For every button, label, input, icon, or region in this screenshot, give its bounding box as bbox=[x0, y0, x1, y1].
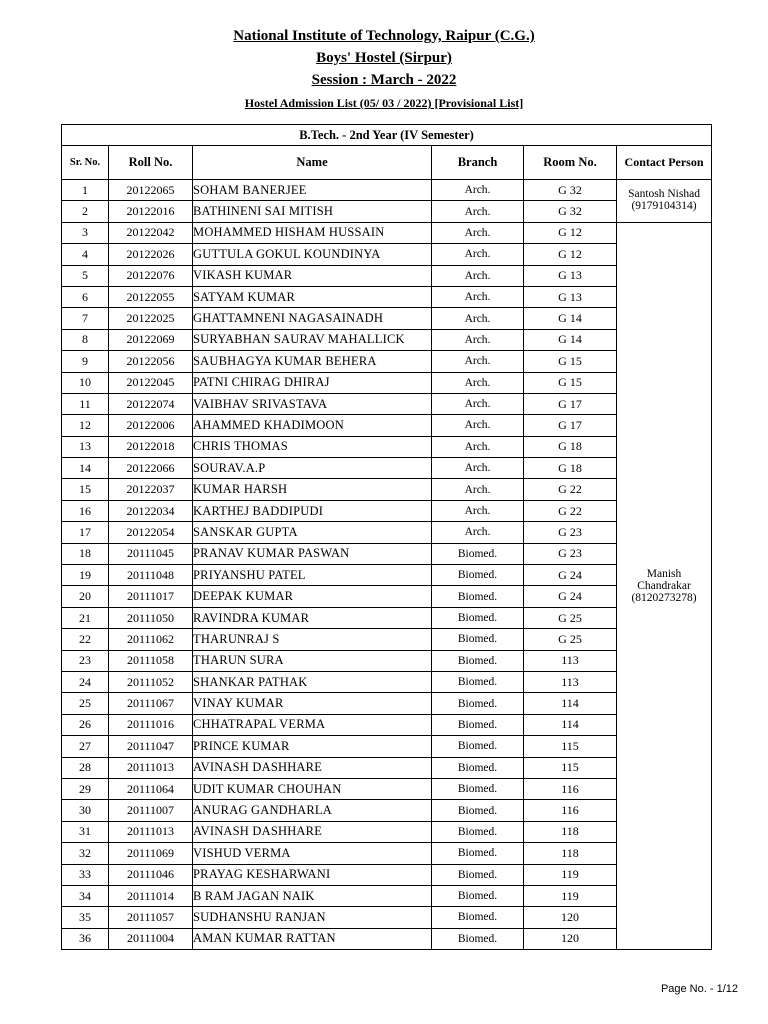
branch-cell: Biomed. bbox=[432, 736, 524, 757]
sr-cell: 34 bbox=[62, 885, 109, 906]
name-cell: PRINCE KUMAR bbox=[193, 736, 432, 757]
contact-phone: (9179104314) bbox=[631, 200, 697, 212]
table-row bbox=[62, 436, 712, 457]
name-cell: B RAM JAGAN NAIK bbox=[193, 885, 432, 906]
room-cell: 113 bbox=[524, 671, 617, 692]
roll-cell: 20122006 bbox=[109, 415, 193, 436]
table-row bbox=[62, 843, 712, 864]
sr-cell: 8 bbox=[62, 329, 109, 350]
branch-cell: Arch. bbox=[432, 372, 524, 393]
sr-cell: 18 bbox=[62, 543, 109, 564]
roll-cell: 20111050 bbox=[109, 607, 193, 628]
branch-cell: Biomed. bbox=[432, 843, 524, 864]
branch-cell: Biomed. bbox=[432, 800, 524, 821]
branch-cell: Biomed. bbox=[432, 565, 524, 586]
room-cell: 115 bbox=[524, 757, 617, 778]
table-row bbox=[62, 180, 712, 201]
room-cell: G 24 bbox=[524, 565, 617, 586]
branch-cell: Biomed. bbox=[432, 714, 524, 735]
name-cell: CHHATRAPAL VERMA bbox=[193, 714, 432, 735]
table-row bbox=[62, 479, 712, 500]
branch-cell: Biomed. bbox=[432, 907, 524, 928]
sr-cell: 24 bbox=[62, 671, 109, 692]
col-header-roll: Roll No. bbox=[109, 146, 193, 180]
col-header-sr: Sr. No. bbox=[62, 146, 109, 180]
sr-cell: 10 bbox=[62, 372, 109, 393]
room-cell: G 17 bbox=[524, 393, 617, 414]
table-row bbox=[62, 736, 712, 757]
table-row bbox=[62, 928, 712, 949]
sr-cell: 31 bbox=[62, 821, 109, 842]
contact-person-cell bbox=[617, 180, 712, 223]
sr-cell: 25 bbox=[62, 693, 109, 714]
list-title: Hostel Admission List (05/ 03 / 2022) [Provisional List] bbox=[244, 96, 524, 110]
room-cell: G 15 bbox=[524, 372, 617, 393]
branch-cell: Biomed. bbox=[432, 928, 524, 949]
name-cell: AVINASH DASHHARE bbox=[193, 757, 432, 778]
roll-cell: 20122076 bbox=[109, 265, 193, 286]
name-cell: DEEPAK KUMAR bbox=[193, 586, 432, 607]
roll-cell: 20122026 bbox=[109, 244, 193, 265]
roll-cell: 20111014 bbox=[109, 885, 193, 906]
roll-cell: 20122025 bbox=[109, 308, 193, 329]
room-cell: G 18 bbox=[524, 436, 617, 457]
name-cell: THARUNRAJ S bbox=[193, 629, 432, 650]
branch-cell: Arch. bbox=[432, 286, 524, 307]
roll-cell: 20122016 bbox=[109, 201, 193, 222]
roll-cell: 20111069 bbox=[109, 843, 193, 864]
table-row bbox=[62, 757, 712, 778]
contact-name: Manish bbox=[646, 567, 682, 580]
roll-cell: 20122056 bbox=[109, 351, 193, 372]
name-cell: PRAYAG KESHARWANI bbox=[193, 864, 432, 885]
roll-cell: 20122034 bbox=[109, 500, 193, 521]
room-cell: 119 bbox=[524, 885, 617, 906]
name-cell: KARTHEJ BADDIPUDI bbox=[193, 500, 432, 521]
roll-cell: 20111048 bbox=[109, 565, 193, 586]
sr-cell: 28 bbox=[62, 757, 109, 778]
roll-cell: 20111013 bbox=[109, 757, 193, 778]
branch-cell: Arch. bbox=[432, 222, 524, 243]
sr-cell: 22 bbox=[62, 629, 109, 650]
page-number: Page No. - 1/12 bbox=[660, 983, 738, 995]
name-cell: RAVINDRA KUMAR bbox=[193, 607, 432, 628]
table-row bbox=[62, 821, 712, 842]
name-cell: SAUBHAGYA KUMAR BEHERA bbox=[193, 351, 432, 372]
name-cell: SOURAV.A.P bbox=[193, 458, 432, 479]
roll-cell: 20122054 bbox=[109, 522, 193, 543]
name-cell: MOHAMMED HISHAM HUSSAIN bbox=[193, 222, 432, 243]
room-cell: G 17 bbox=[524, 415, 617, 436]
room-cell: G 25 bbox=[524, 629, 617, 650]
branch-cell: Arch. bbox=[432, 329, 524, 350]
table-row bbox=[62, 885, 712, 906]
table-body bbox=[62, 180, 712, 950]
roll-cell: 20122069 bbox=[109, 329, 193, 350]
room-cell: G 12 bbox=[524, 244, 617, 265]
branch-cell: Biomed. bbox=[432, 821, 524, 842]
sr-cell: 20 bbox=[62, 586, 109, 607]
roll-cell: 20122045 bbox=[109, 372, 193, 393]
room-cell: 115 bbox=[524, 736, 617, 757]
roll-cell: 20111046 bbox=[109, 864, 193, 885]
roll-cell: 20122055 bbox=[109, 286, 193, 307]
table-row bbox=[62, 629, 712, 650]
sr-cell: 1 bbox=[62, 180, 109, 201]
name-cell: SURYABHAN SAURAV MAHALLICK bbox=[193, 329, 432, 350]
branch-cell: Arch. bbox=[432, 180, 524, 201]
branch-cell: Arch. bbox=[432, 351, 524, 372]
room-cell: G 24 bbox=[524, 586, 617, 607]
section-title: B.Tech. - 2nd Year (IV Semester) bbox=[62, 125, 712, 146]
table-row bbox=[62, 522, 712, 543]
table-row bbox=[62, 393, 712, 414]
name-cell: PATNI CHIRAG DHIRAJ bbox=[193, 372, 432, 393]
branch-cell: Arch. bbox=[432, 458, 524, 479]
roll-cell: 20111007 bbox=[109, 800, 193, 821]
table-row bbox=[62, 650, 712, 671]
room-cell: G 23 bbox=[524, 543, 617, 564]
table-row bbox=[62, 372, 712, 393]
roll-cell: 20122037 bbox=[109, 479, 193, 500]
contact-name: Santosh Nishad bbox=[628, 188, 700, 200]
branch-cell: Arch. bbox=[432, 393, 524, 414]
table-row bbox=[62, 543, 712, 564]
session-title: Session : March - 2022 bbox=[311, 72, 457, 88]
sr-cell: 33 bbox=[62, 864, 109, 885]
col-header-branch: Branch bbox=[432, 146, 524, 180]
table-row bbox=[62, 586, 712, 607]
branch-cell: Arch. bbox=[432, 244, 524, 265]
sr-cell: 23 bbox=[62, 650, 109, 671]
roll-cell: 20111045 bbox=[109, 543, 193, 564]
branch-cell: Arch. bbox=[432, 479, 524, 500]
sr-cell: 2 bbox=[62, 201, 109, 222]
branch-cell: Arch. bbox=[432, 201, 524, 222]
roll-cell: 20122065 bbox=[109, 180, 193, 201]
roll-cell: 20111052 bbox=[109, 671, 193, 692]
roll-cell: 20111062 bbox=[109, 629, 193, 650]
table-row bbox=[62, 329, 712, 350]
name-cell: VIKASH KUMAR bbox=[193, 265, 432, 286]
branch-cell: Arch. bbox=[432, 265, 524, 286]
sr-cell: 13 bbox=[62, 436, 109, 457]
sr-cell: 16 bbox=[62, 500, 109, 521]
table-row bbox=[62, 907, 712, 928]
branch-cell: Biomed. bbox=[432, 543, 524, 564]
contact-name: Chandrakar bbox=[637, 579, 691, 592]
room-cell: 119 bbox=[524, 864, 617, 885]
name-cell: THARUN SURA bbox=[193, 650, 432, 671]
table-row bbox=[62, 778, 712, 799]
room-cell: G 15 bbox=[524, 351, 617, 372]
name-cell: VINAY KUMAR bbox=[193, 693, 432, 714]
room-cell: G 14 bbox=[524, 308, 617, 329]
name-cell: SATYAM KUMAR bbox=[193, 286, 432, 307]
table-row bbox=[62, 671, 712, 692]
sr-cell: 4 bbox=[62, 244, 109, 265]
table-row bbox=[62, 244, 712, 265]
branch-cell: Arch. bbox=[432, 436, 524, 457]
name-cell: GUTTULA GOKUL KOUNDINYA bbox=[193, 244, 432, 265]
table-row bbox=[62, 222, 712, 243]
room-cell: G 23 bbox=[524, 522, 617, 543]
name-cell: KUMAR HARSH bbox=[193, 479, 432, 500]
branch-cell: Biomed. bbox=[432, 586, 524, 607]
name-cell: AHAMMED KHADIMOON bbox=[193, 415, 432, 436]
name-cell: BATHINENI SAI MITISH bbox=[193, 201, 432, 222]
table-row bbox=[62, 693, 712, 714]
roll-cell: 20122042 bbox=[109, 222, 193, 243]
name-cell: CHRIS THOMAS bbox=[193, 436, 432, 457]
sr-cell: 27 bbox=[62, 736, 109, 757]
name-cell: VISHUD VERMA bbox=[193, 843, 432, 864]
roll-cell: 20111016 bbox=[109, 714, 193, 735]
roll-cell: 20111004 bbox=[109, 928, 193, 949]
roll-cell: 20111067 bbox=[109, 693, 193, 714]
room-cell: 113 bbox=[524, 650, 617, 671]
table-row bbox=[62, 607, 712, 628]
room-cell: G 32 bbox=[524, 201, 617, 222]
sr-cell: 14 bbox=[62, 458, 109, 479]
table-row bbox=[62, 286, 712, 307]
table-row bbox=[62, 351, 712, 372]
room-cell: 114 bbox=[524, 693, 617, 714]
table-row bbox=[62, 415, 712, 436]
branch-cell: Arch. bbox=[432, 308, 524, 329]
roll-cell: 20122066 bbox=[109, 458, 193, 479]
col-header-room: Room No. bbox=[524, 146, 617, 180]
room-cell: 118 bbox=[524, 843, 617, 864]
table-row bbox=[62, 864, 712, 885]
room-cell: G 32 bbox=[524, 180, 617, 201]
sr-cell: 6 bbox=[62, 286, 109, 307]
name-cell: PRIYANSHU PATEL bbox=[193, 565, 432, 586]
table-row bbox=[62, 565, 712, 586]
col-header-name: Name bbox=[193, 146, 432, 180]
room-cell: 120 bbox=[524, 928, 617, 949]
branch-cell: Biomed. bbox=[432, 885, 524, 906]
sr-cell: 26 bbox=[62, 714, 109, 735]
sr-cell: 15 bbox=[62, 479, 109, 500]
contact-phone: (8120273278) bbox=[631, 591, 697, 604]
sr-cell: 7 bbox=[62, 308, 109, 329]
sr-cell: 35 bbox=[62, 907, 109, 928]
sr-cell: 12 bbox=[62, 415, 109, 436]
room-cell: G 22 bbox=[524, 500, 617, 521]
branch-cell: Biomed. bbox=[432, 650, 524, 671]
room-cell: G 18 bbox=[524, 458, 617, 479]
table-row bbox=[62, 800, 712, 821]
branch-cell: Biomed. bbox=[432, 864, 524, 885]
branch-cell: Arch. bbox=[432, 500, 524, 521]
room-cell: G 13 bbox=[524, 265, 617, 286]
roll-cell: 20111064 bbox=[109, 778, 193, 799]
table-row bbox=[62, 265, 712, 286]
roll-cell: 20122074 bbox=[109, 393, 193, 414]
room-cell: G 22 bbox=[524, 479, 617, 500]
branch-cell: Biomed. bbox=[432, 671, 524, 692]
name-cell: SOHAM BANERJEE bbox=[193, 180, 432, 201]
sr-cell: 21 bbox=[62, 607, 109, 628]
branch-cell: Biomed. bbox=[432, 778, 524, 799]
roll-cell: 20111047 bbox=[109, 736, 193, 757]
col-header-contact: Contact Person bbox=[617, 146, 712, 180]
room-cell: 116 bbox=[524, 800, 617, 821]
table-row bbox=[62, 201, 712, 222]
institute-title: National Institute of Technology, Raipur (C.G.) bbox=[233, 28, 535, 44]
admission-table bbox=[61, 124, 712, 950]
roll-cell: 20111017 bbox=[109, 586, 193, 607]
room-cell: 116 bbox=[524, 778, 617, 799]
room-cell: 120 bbox=[524, 907, 617, 928]
name-cell: AVINASH DASHHARE bbox=[193, 821, 432, 842]
branch-cell: Arch. bbox=[432, 415, 524, 436]
sr-cell: 36 bbox=[62, 928, 109, 949]
branch-cell: Biomed. bbox=[432, 607, 524, 628]
sr-cell: 3 bbox=[62, 222, 109, 243]
name-cell: VAIBHAV SRIVASTAVA bbox=[193, 393, 432, 414]
sr-cell: 32 bbox=[62, 843, 109, 864]
name-cell: AMAN KUMAR RATTAN bbox=[193, 928, 432, 949]
sr-cell: 19 bbox=[62, 565, 109, 586]
table-row bbox=[62, 500, 712, 521]
name-cell: UDIT KUMAR CHOUHAN bbox=[193, 778, 432, 799]
name-cell: GHATTAMNENI NAGASAINADH bbox=[193, 308, 432, 329]
sr-cell: 29 bbox=[62, 778, 109, 799]
roll-cell: 20111058 bbox=[109, 650, 193, 671]
sr-cell: 30 bbox=[62, 800, 109, 821]
sr-cell: 5 bbox=[62, 265, 109, 286]
table-row bbox=[62, 458, 712, 479]
name-cell: SUDHANSHU RANJAN bbox=[193, 907, 432, 928]
room-cell: G 14 bbox=[524, 329, 617, 350]
name-cell: SHANKAR PATHAK bbox=[193, 671, 432, 692]
room-cell: G 12 bbox=[524, 222, 617, 243]
name-cell: PRANAV KUMAR PASWAN bbox=[193, 543, 432, 564]
room-cell: 118 bbox=[524, 821, 617, 842]
name-cell: SANSKAR GUPTA bbox=[193, 522, 432, 543]
sr-cell: 17 bbox=[62, 522, 109, 543]
sr-cell: 9 bbox=[62, 351, 109, 372]
branch-cell: Arch. bbox=[432, 522, 524, 543]
contact-person-cell bbox=[617, 222, 712, 949]
roll-cell: 20122018 bbox=[109, 436, 193, 457]
table-row bbox=[62, 308, 712, 329]
room-cell: 114 bbox=[524, 714, 617, 735]
room-cell: G 13 bbox=[524, 286, 617, 307]
branch-cell: Biomed. bbox=[432, 629, 524, 650]
hostel-title: Boys' Hostel (Sirpur) bbox=[316, 50, 452, 66]
roll-cell: 20111013 bbox=[109, 821, 193, 842]
branch-cell: Biomed. bbox=[432, 693, 524, 714]
branch-cell: Biomed. bbox=[432, 757, 524, 778]
roll-cell: 20111057 bbox=[109, 907, 193, 928]
table-row bbox=[62, 714, 712, 735]
name-cell: ANURAG GANDHARLA bbox=[193, 800, 432, 821]
sr-cell: 11 bbox=[62, 393, 109, 414]
room-cell: G 25 bbox=[524, 607, 617, 628]
